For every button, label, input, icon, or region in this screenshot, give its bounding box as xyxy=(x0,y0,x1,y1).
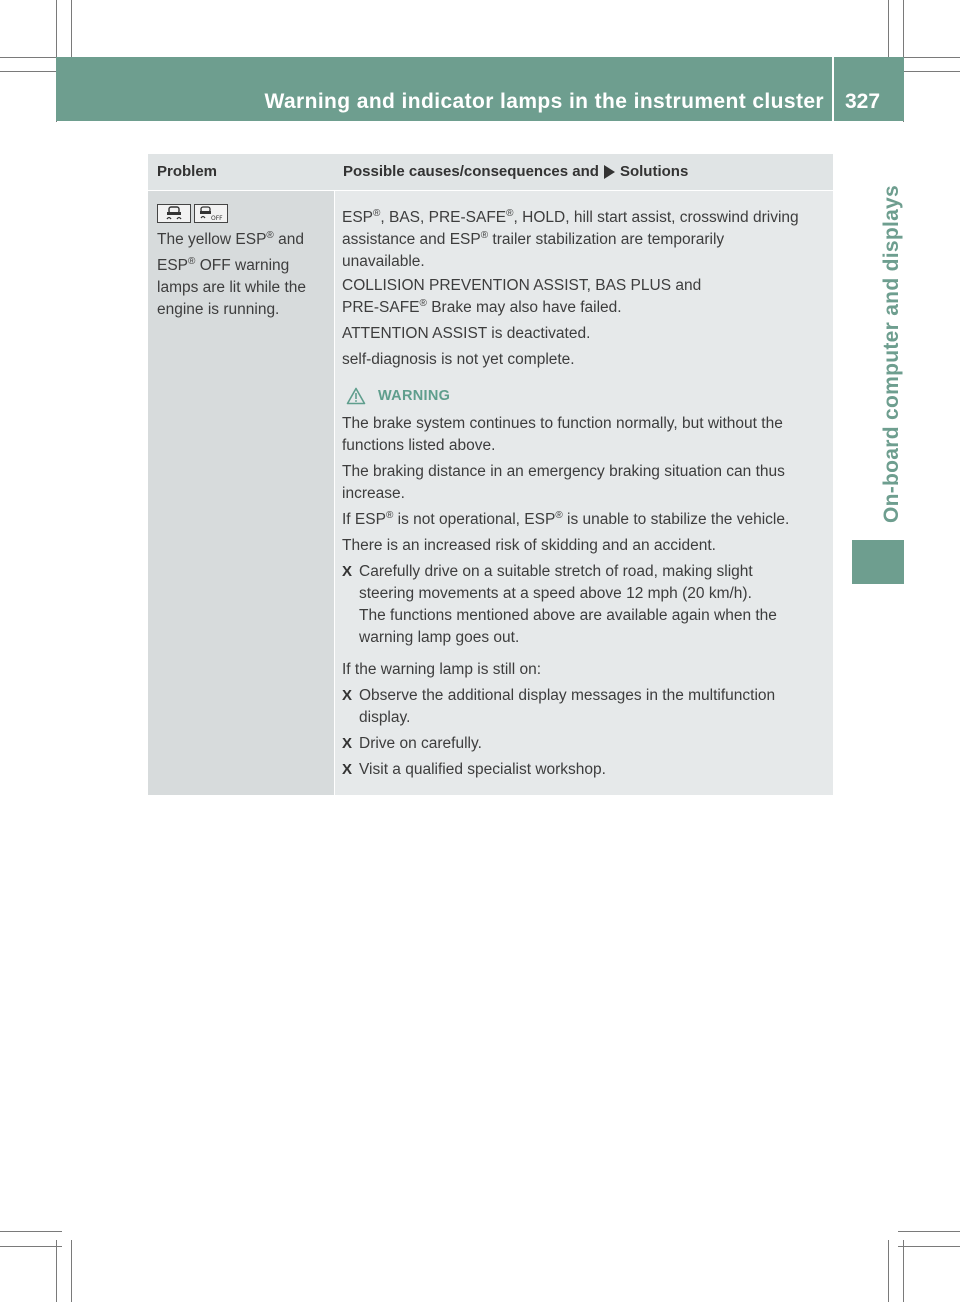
crop-mark xyxy=(898,1246,960,1247)
crop-mark xyxy=(888,1240,889,1302)
list-item xyxy=(342,561,827,649)
bullet-text: Visit a qualified specialist workshop. xyxy=(359,761,606,778)
page-title: Warning and indicator lamps in the instrument cluster xyxy=(264,90,824,113)
bullet-marker: X xyxy=(342,735,353,752)
bullet-text: Drive on carefully. xyxy=(359,735,482,752)
bullet-text: Carefully drive on a suitable stretch of road, making slight steering movements at a speed above 12 mph (20 km/h). The functions mentioned above are available again when the warning lamp goes out. xyxy=(359,563,777,646)
warning-paragraph-3: If ESP® is not operational, ESP® is unable to stabilize the vehicle. xyxy=(342,510,790,528)
section-label-text: On-board computer and displays xyxy=(880,184,903,524)
list-item xyxy=(342,733,827,755)
crop-mark xyxy=(898,71,960,72)
warning-heading xyxy=(346,385,827,407)
bullet-text: Observe the additional display messages in the multifunction display. xyxy=(359,687,776,726)
page-number: 327 xyxy=(845,90,881,113)
cause-paragraph-4: self-diagnosis is not yet complete. xyxy=(342,351,575,368)
crop-mark xyxy=(0,1231,62,1232)
table-header-row xyxy=(148,154,833,191)
crop-mark xyxy=(0,71,62,72)
cause-paragraph-3: ATTENTION ASSIST is deactivated. xyxy=(342,325,591,342)
problem-cell xyxy=(148,191,335,795)
bullet-marker: X xyxy=(342,563,353,580)
esp-off-warning-lamp-icon xyxy=(194,204,228,223)
table-row xyxy=(148,191,833,795)
arrow-right-icon xyxy=(604,165,615,179)
svg-text:OFF: OFF xyxy=(211,215,223,221)
lamp-icons xyxy=(157,204,326,224)
header-solutions xyxy=(335,154,833,190)
warning-paragraph-4: There is an increased risk of skidding and an accident. xyxy=(342,537,716,554)
crop-mark xyxy=(898,57,960,58)
cause-paragraph-1: ESP®, BAS, PRE-SAFE®, HOLD, hill start assist, crosswind driving assistance and ESP® trailer stabilization are temporarily unavailable. xyxy=(342,208,799,270)
esp-warning-lamp-icon xyxy=(157,204,191,223)
problem-text-3: lamps are lit while the xyxy=(157,279,307,296)
crop-mark xyxy=(0,57,62,58)
section-tab xyxy=(852,540,904,584)
still-on-text: If the warning lamp is still on: xyxy=(342,661,542,678)
crop-mark xyxy=(56,1240,57,1302)
cause-paragraph-2: COLLISION PREVENTION ASSIST, BAS PLUS and PRE-SAFE® Brake may also have failed. xyxy=(342,277,702,316)
crop-mark xyxy=(898,1231,960,1232)
header-problem: Problem xyxy=(157,163,218,180)
crop-mark xyxy=(71,0,72,62)
crop-mark xyxy=(888,0,889,62)
problem-solution-table xyxy=(148,154,833,795)
header-solutions-prefix: Possible causes/consequences and xyxy=(343,163,599,180)
crop-mark xyxy=(903,1240,904,1302)
warning-triangle-icon xyxy=(346,387,366,405)
header-divider xyxy=(832,57,834,121)
bullet-marker: X xyxy=(342,687,353,704)
problem-text-2: ESP® OFF warning xyxy=(157,256,290,274)
problem-text-4: engine is running. xyxy=(157,301,280,318)
problem-text-1: The yellow ESP® and xyxy=(157,230,304,248)
section-side-label xyxy=(880,168,904,540)
crop-mark xyxy=(0,1246,62,1247)
warning-paragraph-2: The braking distance in an emergency braking situation can thus increase. xyxy=(342,463,785,502)
solution-cell xyxy=(335,191,833,795)
warning-label: WARNING xyxy=(378,388,451,404)
crop-mark xyxy=(71,1240,72,1302)
warning-paragraph-1: The brake system continues to function normally, but without the functions listed above. xyxy=(342,415,783,454)
bullet-marker: X xyxy=(342,761,353,778)
list-item xyxy=(342,685,827,729)
header-solutions-suffix: Solutions xyxy=(619,163,689,180)
list-item xyxy=(342,759,827,781)
